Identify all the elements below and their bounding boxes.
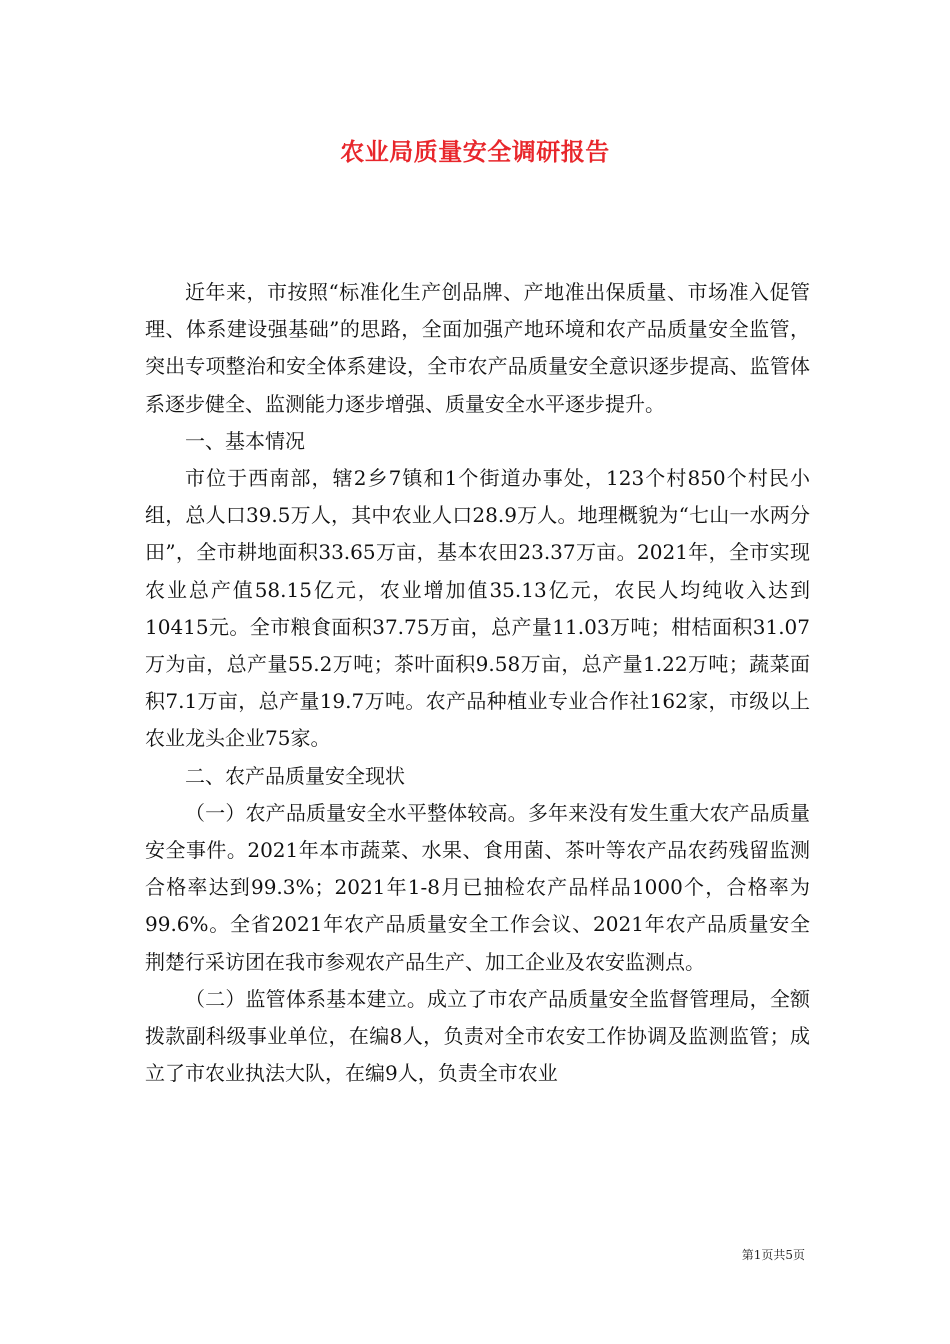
page-number: 第1页共5页: [741, 1248, 805, 1262]
intro-paragraph: 近年来，市按照“标准化生产创品牌、产地准出保质量、市场准入促管理、体系建设强基础”的思路，全面加强产地环境和农产品质量安全监管，突出专项整治和安全体系建设，全市农产品质量安全意识逐步提高、监管体系逐步健全、监测能力逐步增强、质量安全水平逐步提升。: [145, 280, 810, 416]
quality-level-paragraph: （一）农产品质量安全水平整体较高。多年来没有发生重大农产品质量安全事件。2021年本市蔬菜、水果、食用菌、茶叶等农产品农药残留监测合格率达到99.3%；2021年1-8月已抽检农产品样品1000个，合格率为99.6%。全省2021年农产品质量安全工作会议、2021年农产品质量安全荆楚行采访团在我市参观农产品生产、加工企业及农安监测点。: [145, 800, 810, 974]
supervision-system-paragraph: （二）监管体系基本建立。成立了市农产品质量安全监督管理局，全额拨款副科级事业单位，在编8人，负责对全市农安工作协调及监测监管；成立了市农业执法大队，在编9人，负责全市农业: [145, 986, 810, 1086]
page-title: 农业局质量安全调研报告: [340, 137, 610, 166]
document-body: [145, 274, 810, 1092]
section-heading-basic-situation: 一、基本情况: [185, 428, 305, 453]
section-heading-quality-status: 二、农产品质量安全现状: [185, 763, 405, 788]
basic-situation-paragraph: 市位于西南部，辖2乡7镇和1个街道办事处，123个村850个村民小组，总人口39.5万人，其中农业人口28.9万人。地理概貌为“七山一水两分田”，全市耕地面积33.65万亩，基本农田23.37万亩。2021年，全市实现农业总产值58.15亿元，农业增加值35.13亿元，农民人均纯收入达到10415元。全市粮食面积37.75万亩，总产量11.03万吨；柑桔面积31.07万为亩，总产量55.2万吨；茶叶面积9.58万亩，总产量1.22万吨；蔬菜面积7.1万亩，总产量19.7万吨。农产品种植业专业合作社162家，市级以上农业龙头企业75家。: [145, 466, 810, 751]
